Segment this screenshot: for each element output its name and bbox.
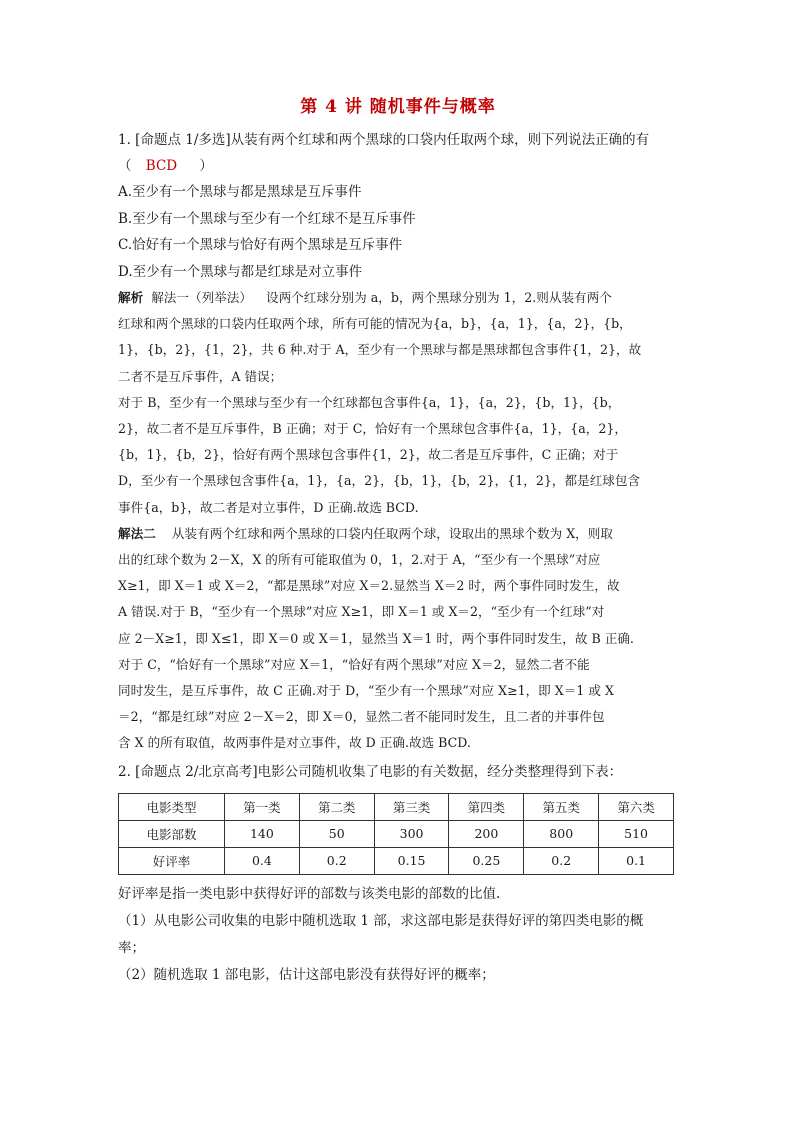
option-b: B.至少有一个黑球与至少有一个红球不是互斥事件: [118, 210, 416, 227]
sub-question-1: （1）从电影公司收集的电影中随机选取 1 部，求这部电影是获得好评的第四类电影的概: [118, 912, 644, 929]
method-2-label: 解法二: [118, 525, 156, 541]
table-cell: 电影部数: [119, 820, 225, 847]
sub-question-1-cont: 率；: [118, 939, 145, 956]
solution-line: 含 X 的所有取值，故两事件是对立事件，故 D 正确.故选 BCD.: [118, 735, 471, 751]
question-1-text: 1. [命题点 1/多选]从装有两个红球和两个黑球的口袋内任取两个球，则下列说法正确的有: [118, 132, 650, 148]
table-cell: 510: [599, 820, 674, 847]
table-header-row: [119, 793, 674, 820]
table-cell: 电影类型: [119, 793, 225, 820]
movie-data-table: [118, 793, 674, 875]
option-c: C.恰好有一个黑球与恰好有两个黑球是互斥事件: [118, 237, 403, 253]
solution-block: [118, 285, 678, 757]
solution-line: 同时发生，是互斥事件，故 C 正确.对于 D，“至少有一个黑球”对应 X≥1，即 X＝1 或 X: [118, 683, 614, 699]
solution-line: 解法二 从装有两个红球和两个黑球的口袋内任取两个球，设取出的黑球个数为 X，则取: [118, 525, 613, 541]
sub-question-2: （2）随机选取 1 部电影，估计这部电影没有获得好评的概率；: [118, 966, 495, 983]
solution-line: {b，1}，{b，2}，恰好有两个黑球包含事件{1，2}，故二者是互斥事件，C 正确；对于: [118, 447, 619, 463]
solution-label: 解析: [118, 290, 144, 305]
table-row: [119, 847, 674, 874]
table-cell: 0.4: [225, 847, 300, 874]
question-1-stem: [118, 127, 678, 153]
solution-line: 应 2－X≥1，即 X≤1，即 X＝0 或 X＝1，显然当 X＝1 时，两个事件同时发生，故 B 正确.: [118, 630, 634, 646]
table-cell: 第二类: [299, 793, 374, 820]
table-cell: 0.15: [374, 847, 449, 874]
solution-line: 出的红球个数为 2－X，X 的所有可能取值为 0，1，2.对于 A，“至少有一个黑球”对应: [118, 552, 601, 568]
table-cell: 300: [374, 820, 449, 847]
solution-line: 2}，故二者不是互斥事件，B 正确；对于 C，恰好有一个黑球包含事件{a，1}，{a，2}，: [118, 421, 628, 437]
solution-line: 1}，{b，2}，{1，2}，共 6 种.对于 A，至少有一个黑球与都是黑球都包含事件{1，2}，故: [118, 342, 642, 358]
question-2-stem: 2. [命题点 2/北京高考]电影公司随机收集了电影的有关数据，经分类整理得到下表：: [118, 763, 623, 780]
page: [118, 92, 678, 989]
solution-line: A 错误.对于 B，“至少有一个黑球”对应 X≥1，即 X＝1 或 X＝2，“至少有一个红球”对: [118, 604, 605, 620]
table-cell: 0.2: [299, 847, 374, 874]
table-cell: 第四类: [449, 793, 524, 820]
solution-line: 二者不是互斥事件，A 错误；: [118, 368, 283, 384]
solution-line: D，至少有一个黑球包含事件{a，1}，{a，2}，{b，1}，{b，2}，{1，2}，都是红球包含: [118, 473, 641, 489]
solution-line: ＝2，“都是红球”对应 2－X＝2，即 X＝0，显然二者不能同时发生，且二者的并事件包: [118, 709, 605, 725]
table-cell: 第五类: [524, 793, 599, 820]
table-cell: 第三类: [374, 793, 449, 820]
table-cell: 第一类: [225, 793, 300, 820]
page-title: 第 4 讲 随机事件与概率: [300, 97, 496, 117]
table-cell: 第六类: [599, 793, 674, 820]
option-a: A.至少有一个黑球与都是黑球是互斥事件: [118, 184, 362, 200]
table-cell: 0.2: [524, 847, 599, 874]
table-note: 好评率是指一类电影中获得好评的部数与该类电影的部数的比值.: [118, 885, 501, 902]
table-row: [119, 820, 674, 847]
solution-line: 红球和两个黑球的口袋内任取两个球，所有可能的情况为{a，b}，{a，1}，{a，2}，{b，: [118, 316, 632, 332]
answer-text: BCD: [145, 158, 178, 174]
question-1-answer-line: （ BCD ）: [118, 158, 213, 174]
option-d: D.至少有一个黑球与都是红球是对立事件: [118, 263, 363, 280]
solution-line: 解析 解法一（列举法） 设两个红球分别为 a，b，两个黑球分别为 1，2.则从装有两个: [118, 290, 612, 305]
table-cell: 800: [524, 820, 599, 847]
solution-line: 对于 C，“恰好有一个黑球”对应 X＝1，“恰好有两个黑球”对应 X＝2，显然二者不能: [118, 656, 590, 672]
table-cell: 140: [225, 820, 300, 847]
table-cell: 好评率: [119, 847, 225, 874]
method-1-label: 解法一（列举法）: [151, 290, 252, 305]
table-cell: 0.25: [449, 847, 524, 874]
solution-line: 事件{a，b}，故二者是对立事件，D 正确.故选 BCD.: [118, 499, 419, 515]
table-cell: 50: [299, 820, 374, 847]
solution-line: 对于 B，至少有一个黑球与至少有一个红球都包含事件{a，1}，{a，2}，{b，1}，{b，: [118, 394, 621, 410]
table-cell: 0.1: [599, 847, 674, 874]
table-cell: 200: [449, 820, 524, 847]
solution-line: X≥1，即 X＝1 或 X＝2，“都是黑球”对应 X＝2.显然当 X＝2 时，两个事件同时发生，故: [118, 578, 620, 594]
